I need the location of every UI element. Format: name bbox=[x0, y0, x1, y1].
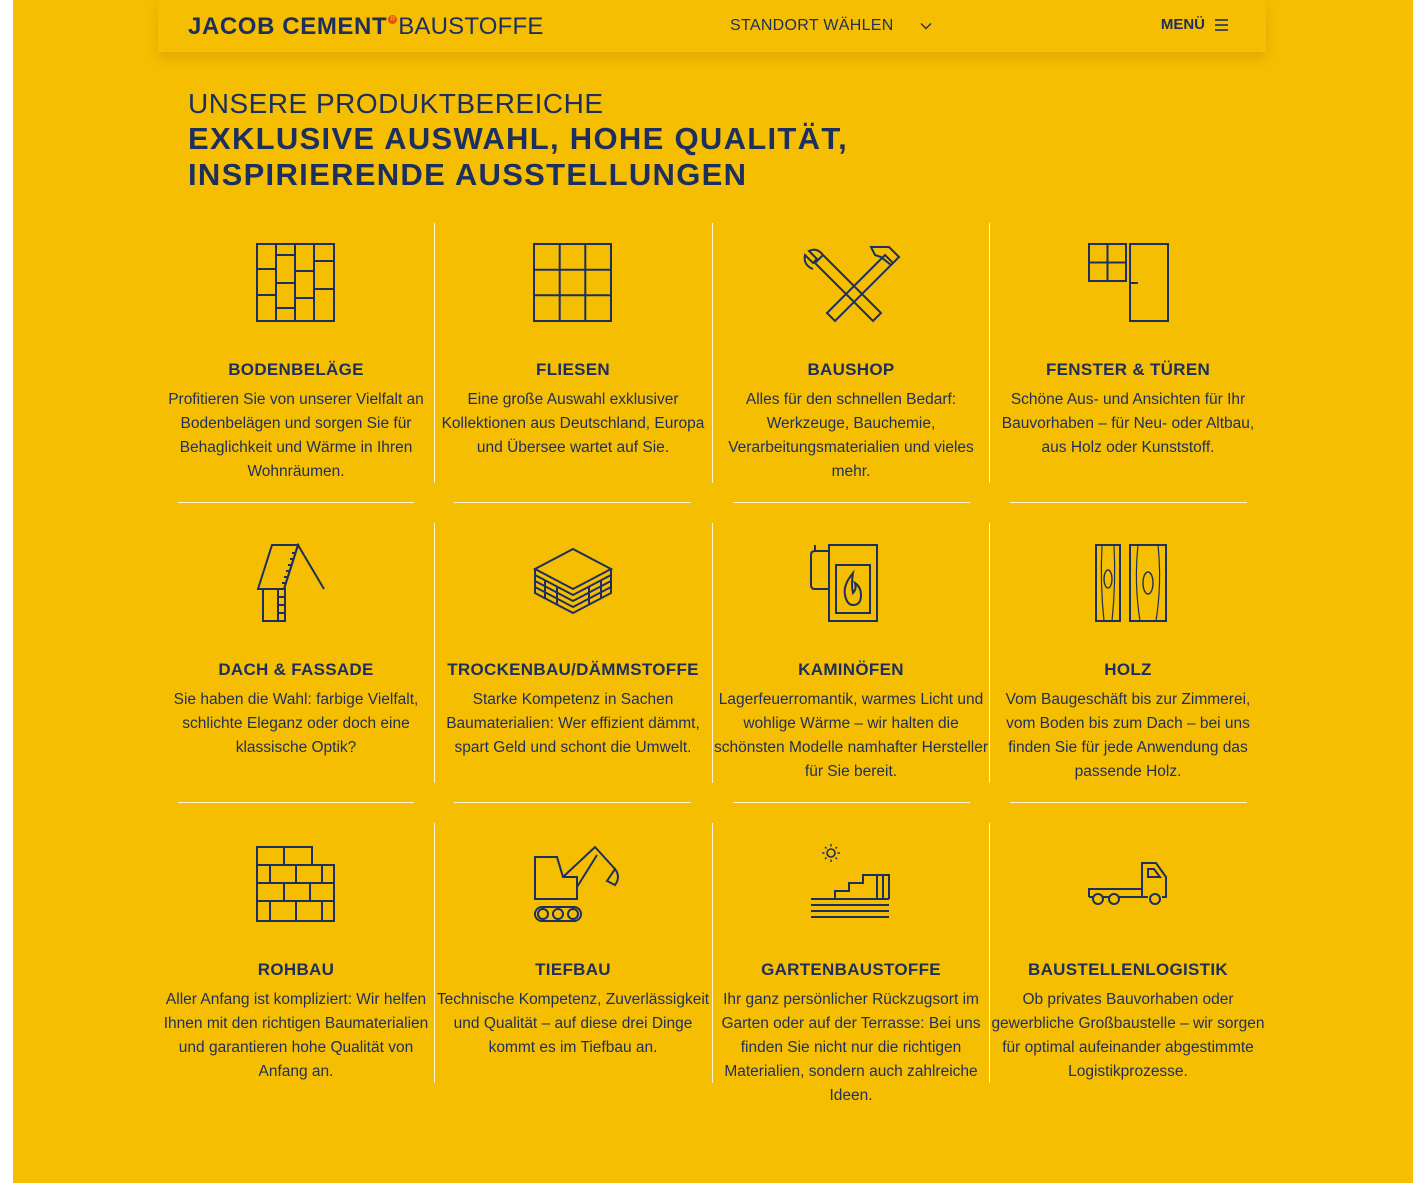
category-dach-fassade[interactable] bbox=[157, 528, 435, 788]
grid-divider bbox=[178, 502, 414, 503]
headline-line-1: EXKLUSIVE AUSWAHL, HOHE QUALITÄT, bbox=[188, 121, 849, 156]
category-description: Alles für den schnellen Bedarf: Werkzeuge, Bauchemie, Verarbeitungsmaterialien und vieles mehr. bbox=[728, 391, 974, 480]
location-selector[interactable] bbox=[730, 17, 932, 35]
menu-button[interactable] bbox=[1161, 16, 1228, 33]
section-headline bbox=[188, 121, 848, 193]
grid-divider bbox=[454, 502, 691, 503]
category-title: DACH & FASSADE bbox=[218, 660, 374, 679]
category-fenster-tueren[interactable] bbox=[989, 228, 1267, 488]
category-title: BODENBELÄGE bbox=[228, 360, 364, 379]
category-description: Sie haben die Wahl: farbige Vielfalt, schlichte Eleganz oder doch eine klassische Optik? bbox=[173, 691, 419, 756]
excavator-icon bbox=[523, 843, 623, 933]
truck-icon bbox=[1078, 843, 1178, 933]
category-description: Starke Kompetenz in Sachen Baumaterialien: Wer effizient dämmt, spart Geld und schont die Umwelt. bbox=[446, 691, 700, 756]
category-tiefbau[interactable] bbox=[434, 828, 712, 1088]
category-kaminoefen[interactable] bbox=[712, 528, 990, 788]
grid-divider bbox=[1010, 802, 1247, 803]
category-title: KAMINÖFEN bbox=[798, 660, 904, 679]
grid-divider bbox=[178, 802, 414, 803]
category-title: ROHBAU bbox=[257, 960, 335, 979]
category-title: GARTENBAUSTOFFE bbox=[761, 960, 941, 979]
category-description: Profitieren Sie von unserer Vielfalt an Bodenbelägen und sorgen Sie für Behaglichkeit und Wärme in Ihren Wohnräumen. bbox=[168, 391, 424, 480]
category-description: Schöne Aus- und Ansichten für Ihr Bauvorhaben – für Neu- oder Altbau, aus Holz oder Kunststoff. bbox=[1001, 391, 1255, 456]
grid-divider bbox=[1010, 502, 1247, 503]
category-holz[interactable] bbox=[989, 528, 1267, 788]
registered-mark: R bbox=[390, 16, 396, 23]
tiles-icon bbox=[523, 243, 623, 333]
roof-icon bbox=[246, 543, 346, 633]
category-baustellenlogistik[interactable] bbox=[989, 828, 1267, 1088]
logo-suffix: BAUSTOFFE bbox=[398, 13, 544, 40]
category-title: BAUSHOP bbox=[807, 360, 895, 379]
category-description: Eine große Auswahl exklusiver Kollektionen aus Deutschland, Europa und Übersee wartet auf Sie. bbox=[441, 391, 705, 456]
category-title: FLIESEN bbox=[536, 360, 610, 379]
category-title: FENSTER & TÜREN bbox=[1045, 360, 1211, 379]
category-title: HOLZ bbox=[1104, 660, 1152, 679]
headline-line-2: INSPIRIERENDE AUSSTELLUNGEN bbox=[188, 157, 748, 192]
grid-divider bbox=[454, 802, 691, 803]
logo[interactable] bbox=[188, 12, 544, 42]
category-description: Vom Baugeschäft bis zur Zimmerei, vom Boden bis zum Dach – bei uns finden Sie für jede Anwendung das passende Holz. bbox=[1005, 691, 1251, 780]
category-fliesen[interactable] bbox=[434, 228, 712, 488]
category-description: Ob privates Bauvorhaben oder gewerbliche Großbaustelle – wir sorgen für optimal aufeinander abgestimmte Logistikprozesse. bbox=[991, 991, 1265, 1080]
site-header bbox=[158, 0, 1266, 52]
window-door-icon bbox=[1078, 243, 1178, 333]
category-rohbau[interactable] bbox=[157, 828, 435, 1088]
menu-label: MENÜ bbox=[1160, 16, 1205, 33]
category-description: Technische Kompetenz, Zuverlässigkeit und Qualität – auf diese drei Dinge kommt es im Tiefbau an. bbox=[436, 991, 710, 1056]
category-gartenbaustoffe[interactable] bbox=[712, 828, 990, 1104]
location-label: STANDORT WÄHLEN bbox=[730, 17, 894, 34]
garden-steps-icon bbox=[801, 843, 901, 933]
chevron-down-icon bbox=[920, 20, 932, 32]
flooring-icon bbox=[246, 243, 346, 333]
tools-icon bbox=[801, 243, 901, 333]
page-background bbox=[13, 0, 1413, 1183]
category-description: Aller Anfang ist kompliziert: Wir helfen Ihnen mit den richtigen Baumaterialien und garantieren hohe Qualität von Anfang an. bbox=[163, 991, 429, 1080]
section-subtitle: UNSERE PRODUKTBEREICHE bbox=[188, 88, 604, 119]
insulation-layers-icon bbox=[523, 543, 623, 633]
category-title: TROCKENBAU/DÄMMSTOFFE bbox=[447, 660, 699, 679]
stove-icon bbox=[801, 543, 901, 633]
category-baushop[interactable] bbox=[712, 228, 990, 488]
wood-planks-icon bbox=[1078, 543, 1178, 633]
grid-divider bbox=[733, 502, 970, 503]
category-title: TIEFBAU bbox=[535, 960, 611, 979]
hamburger-icon bbox=[1215, 19, 1228, 31]
logo-brand: JACOB CEMENT bbox=[188, 13, 388, 40]
category-description: Ihr ganz persönlicher Rückzugsort im Garten oder auf der Terrasse: Bei uns finden Sie nicht nur die richtigen Materialien, sondern auch zahlreiche Ideen. bbox=[721, 991, 981, 1104]
category-bodenbelaege[interactable] bbox=[157, 228, 435, 488]
intro-section bbox=[188, 88, 848, 193]
brick-wall-icon bbox=[246, 843, 346, 933]
category-trockenbau[interactable] bbox=[434, 528, 712, 788]
category-description: Lagerfeuerromantik, warmes Licht und wohlige Wärme – wir halten die schönsten Modelle namhafter Hersteller für Sie bereit. bbox=[714, 691, 988, 780]
category-title: BAUSTELLENLOGISTIK bbox=[1028, 960, 1228, 979]
grid-divider bbox=[733, 802, 970, 803]
